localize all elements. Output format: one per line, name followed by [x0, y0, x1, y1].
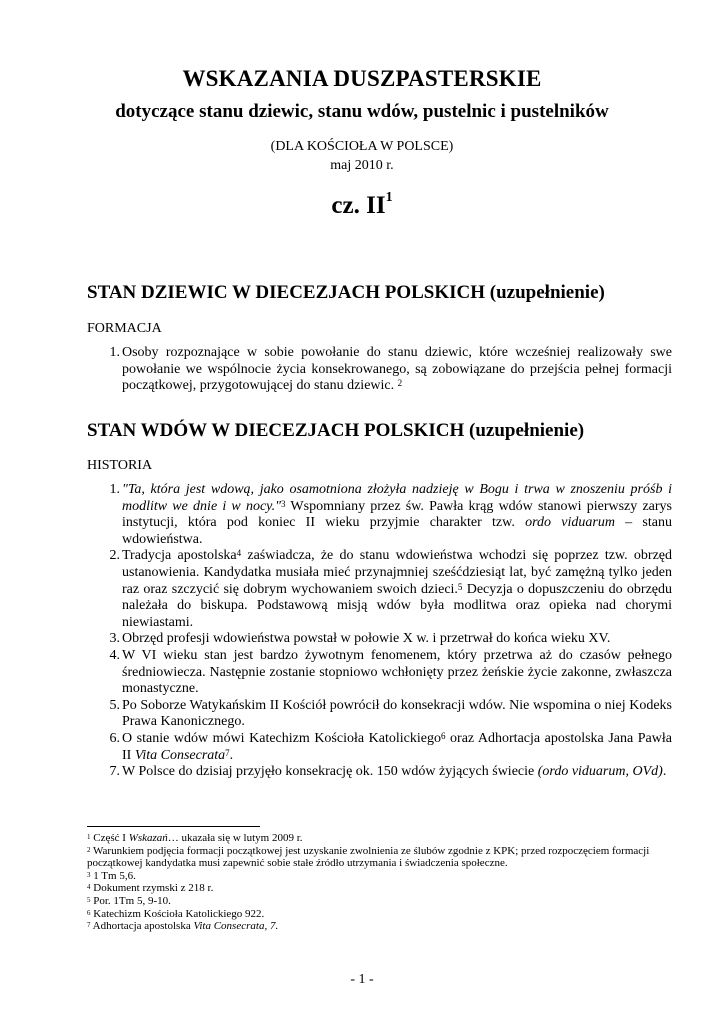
subheading-history: HISTORIA: [87, 458, 153, 473]
footnote-text: … ukazała się w lutym 2009 r.: [167, 832, 303, 844]
footnote-ref: 5: [457, 581, 463, 592]
list-item: [87, 482, 672, 548]
footnote-text: Warunkiem podjęcia formacji początkowej jest uzyskanie zwolnienia ze ślubów zgodnie z KPK; przed rozpoczęciem formacji początkowej kandydatka musi zapewnić sobie stałe źródło utrzymania i świadczenia społeczne.: [87, 844, 650, 870]
footnote-text: Dokument rzymski z 218 r.: [90, 882, 214, 895]
item-number: 2.: [109, 548, 120, 564]
list-item: [87, 731, 672, 764]
item-text: Osoby rozpoznające w sobie powołanie do stanu dziewic, które wcześniej realizowały swe powołanie we wspólnocie życia konsekrowanego, są zobowiązane do przejścia pełnej formacji początkowej, przygotowującej do stanu dziewic.: [122, 345, 672, 394]
section-heading-virgins: STAN DZIEWIC W DIECEZJACH POLSKICH (uzupełnienie): [87, 282, 605, 303]
footnote-italic: Wskazań: [128, 832, 168, 844]
item-text: .: [662, 764, 667, 780]
item-number: 6.: [109, 730, 120, 746]
item-number: 5.: [109, 697, 120, 713]
footnote-number: 1: [87, 833, 91, 841]
formation-list: [87, 345, 672, 395]
item-number: 1.: [109, 482, 120, 497]
list-item: [87, 764, 672, 781]
history-list: [87, 482, 672, 781]
list-item: [87, 631, 672, 648]
part-heading: [0, 192, 724, 220]
document-note: (DLA KOŚCIOŁA W POLSCE): [270, 139, 454, 154]
item-number: 7.: [109, 764, 120, 780]
item-italic: Vita Consecrata: [134, 747, 226, 763]
footnote-italic: Vita Consecrata, 7.: [193, 920, 279, 933]
footnote-number: 7: [87, 921, 91, 930]
footnote: [87, 882, 677, 895]
item-text: Decyzja o dopuszczeniu do obrzędu należała do biskupa. Podstawową misją wdów była modlitwa oraz opieka nad chorymi niewiastami.: [122, 581, 672, 630]
part-label: cz. II: [331, 192, 386, 219]
document-title: WSKAZANIA DUSZPASTERSKIE: [182, 66, 542, 91]
list-item: [87, 698, 672, 731]
footnote: [87, 832, 677, 845]
footnote-text: Katechizm Kościoła Katolickiego 922.: [90, 907, 265, 920]
footnote-divider: [87, 826, 260, 827]
footnote-ref: 2: [397, 378, 403, 389]
section-heading-widows: STAN WDÓW W DIECEZJACH POLSKICH (uzupełnienie): [87, 420, 585, 441]
footnote: [87, 845, 677, 870]
document-date: maj 2010 r.: [330, 158, 394, 173]
footnote-number: 5: [87, 895, 91, 904]
document-subtitle: dotyczące stanu dziewic, stanu wdów, pustelnic i pustelników: [115, 101, 609, 122]
footnote: [87, 920, 677, 933]
footnote-text: Adhortacja apostolska: [90, 920, 194, 933]
item-number: 3.: [109, 631, 120, 647]
footnote: [87, 908, 677, 921]
item-text: W VI wieku stan jest bardzo żywotnym fenomenem, który przetrwa aż do czasów pełnego średniowiecza. Następnie zostanie stopniowo wchłonięty przez żeńskie życie zakonne, zwłaszcza monastyczne.: [122, 647, 672, 697]
footnote: [87, 870, 677, 883]
footnote-ref: 6: [440, 730, 446, 741]
footnote-ref: 4: [236, 548, 242, 559]
item-text: W Polsce do dzisiaj przyjęło konsekrację ok. 150 wdów żyjących świecie: [122, 764, 538, 780]
footnote-number: 3: [87, 870, 91, 879]
item-text: Tradycja apostolska: [122, 548, 237, 564]
page-number: - 1 -: [350, 972, 374, 987]
item-text: Obrzęd profesji wdowieństwa powstał w połowie X w. i przetrwał do końca wieku XV.: [122, 631, 611, 647]
footnote-number: 4: [87, 883, 91, 892]
list-item: [87, 345, 672, 395]
footnotes: [87, 832, 677, 933]
list-item: [87, 648, 672, 698]
item-italic: ordo viduarum: [525, 515, 615, 531]
footnote-text: Część I: [90, 832, 129, 844]
item-text: Wspomniany przez św. Pawła krąg wdów stanowi pierwszy zarys instytucji, która pod koniec II wieku przyjmie charakter tzw.: [122, 498, 672, 531]
footnote: [87, 895, 677, 908]
footnote-number: 6: [87, 908, 91, 917]
footnote-ref: 3: [280, 498, 286, 509]
item-italic: (ordo viduarum, OVd): [537, 764, 663, 780]
footnote-text: 1 Tm 5,6.: [90, 869, 136, 882]
footnote-number: 2: [87, 845, 91, 854]
item-quote: "Ta, która jest wdową, jako osamotniona złożyła nadzieję w Bogu i trwa w znoszeniu próśb i modlitw we dnie i w nocy.": [122, 482, 672, 514]
footnote-ref: 1: [385, 190, 393, 205]
item-text: – stanu wdowieństwa.: [122, 515, 672, 547]
item-number: 1.: [109, 345, 120, 360]
item-text: zaświadcza, że do stanu wdowieństwa wchodzi się poprzez tzw. obrzęd ustanowienia. Kandydatka musiała mieć przynajmniej sześćdziesiąt lat, być zamężną tylko jeden raz oraz szczycić się dobrym wychowaniem swoich dzieci.: [122, 548, 672, 597]
footnote-ref: 7: [225, 747, 230, 758]
item-text: .: [229, 747, 234, 763]
item-text: oraz Adhortacja apostolska Jana Pawła II: [122, 730, 672, 763]
item-number: 4.: [109, 647, 120, 663]
list-item: [87, 548, 672, 631]
subheading-formation: FORMACJA: [87, 321, 162, 336]
item-text: Po Soborze Watykańskim II Kościół powrócił do konsekracji wdów. Nie wspomina o niej Kodeks Prawa Kanonicznego.: [122, 697, 672, 730]
item-text: O stanie wdów mówi Katechizm Kościoła Katolickiego: [122, 730, 441, 746]
footnote-text: Por. 1Tm 5, 9-10.: [90, 894, 171, 907]
